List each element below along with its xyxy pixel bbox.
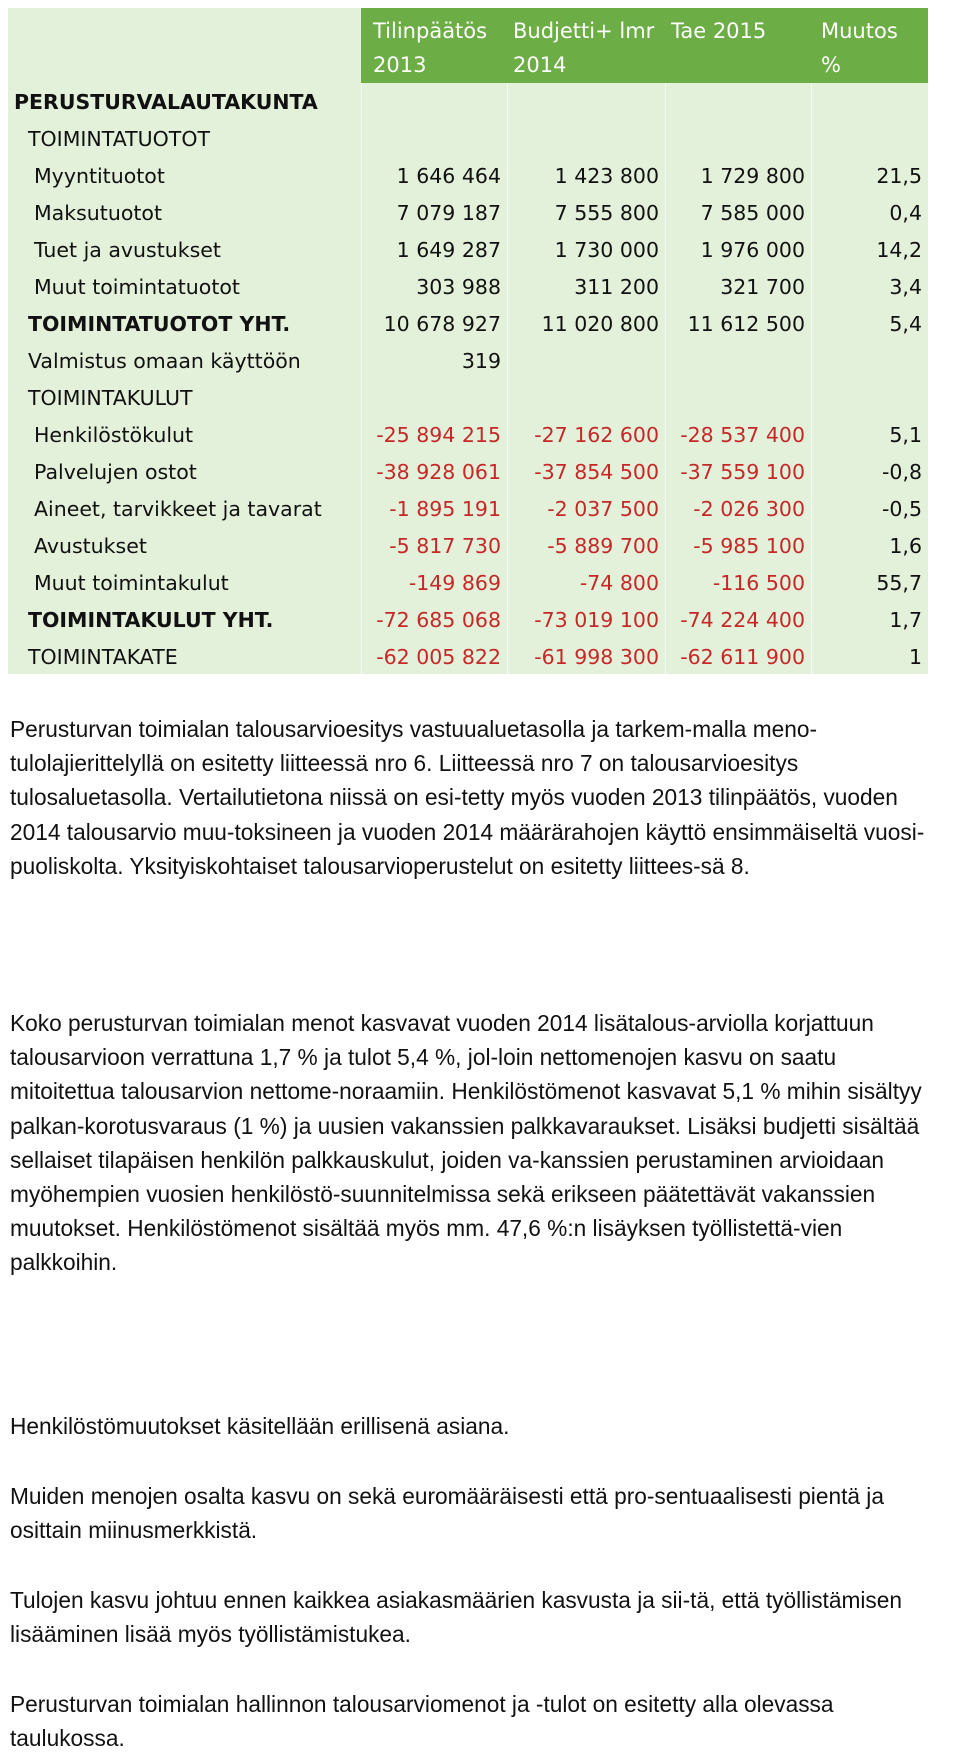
cell-value: -2 026 300 bbox=[665, 490, 811, 527]
row-label: Muut toimintakulut bbox=[34, 570, 229, 595]
cell-value: -38 928 061 bbox=[361, 453, 507, 490]
cell-value: -73 019 100 bbox=[507, 601, 665, 638]
header-muutos-percent bbox=[811, 8, 928, 83]
paragraph-admin-budget: Perusturvan toimialan hallinnon talousarviomenot ja -tulot on esitetty alla olevassa taulukossa. bbox=[10, 1691, 834, 1752]
header-budjetti-2014 bbox=[507, 8, 665, 83]
cell-value: -28 537 400 bbox=[665, 416, 811, 453]
row-label: TOIMINTATUOTOT bbox=[28, 126, 210, 151]
cell-value: 1 729 800 bbox=[665, 157, 811, 194]
cell-value: 11 612 500 bbox=[665, 305, 811, 342]
cell-value: 321 700 bbox=[665, 268, 811, 305]
cell-value: -62 611 900 bbox=[665, 638, 811, 675]
row-label: TOIMINTAKULUT YHT. bbox=[28, 607, 274, 632]
row-label: PERUSTURVALAUTAKUNTA bbox=[14, 89, 318, 114]
table-row bbox=[8, 638, 928, 675]
table-row bbox=[8, 83, 928, 120]
header-line: Budjetti+ lmr bbox=[513, 19, 655, 43]
cell-value bbox=[665, 83, 811, 120]
cell-value: 14,2 bbox=[811, 231, 928, 268]
table-row bbox=[8, 527, 928, 564]
row-label: Avustukset bbox=[34, 533, 147, 558]
cell-value bbox=[811, 83, 928, 120]
table-row bbox=[8, 379, 928, 416]
cell-value: 5,1 bbox=[811, 416, 928, 453]
cell-value: 1 649 287 bbox=[361, 231, 507, 268]
table-row bbox=[8, 453, 928, 490]
header-line: Muutos bbox=[821, 19, 898, 43]
cell-value: 1 646 464 bbox=[361, 157, 507, 194]
cell-value bbox=[507, 379, 665, 416]
cell-value bbox=[811, 120, 928, 157]
cell-value: 7 079 187 bbox=[361, 194, 507, 231]
cell-value: -37 559 100 bbox=[665, 453, 811, 490]
cell-value: 5,4 bbox=[811, 305, 928, 342]
table-row bbox=[8, 490, 928, 527]
cell-value: -72 685 068 bbox=[361, 601, 507, 638]
row-label: Palvelujen ostot bbox=[34, 459, 197, 484]
cell-value bbox=[811, 342, 928, 379]
paragraph-expenses: Koko perusturvan toimialan menot kasvavat vuoden 2014 lisätalous-arviolla korjattuun talousarvioon verrattuna 1,7 % ja tulot 5,4 %, jol-loin nettomenojen kasvu on saatu mitoitettua talousarvion nettome-noraamiin. Henkilöstömenot kasvavat 5,1 % mihin sisältyy palkan-korotusvaraus (1 %) ja uusien vakanssien palkkavaraukset. Lisäksi budjetti sisältää sellaiset tilapäisen henkilön palkkauskulut, joiden va-kanssien perustaminen arvioidaan myöhempien vuosien henkilöstö-suunnitelmissa sekä erikseen päätettävät vakanssien muutokset. Henkilöstömenot sisältää myös mm. 47,6 %:n lisäyksen työllistettä-vien palkkoihin. bbox=[10, 1010, 922, 1276]
cell-value: -74 800 bbox=[507, 564, 665, 601]
cell-value bbox=[361, 379, 507, 416]
row-label: Valmistus omaan käyttöön bbox=[28, 348, 301, 373]
paragraph-income: Tulojen kasvu johtuu ennen kaikkea asiakasmäärien kasvusta ja sii-tä, että työllistämisen lisääminen lisää myös työllistämistukea. bbox=[10, 1587, 902, 1648]
cell-value: -116 500 bbox=[665, 564, 811, 601]
cell-value: 1 423 800 bbox=[507, 157, 665, 194]
cell-value: 10 678 927 bbox=[361, 305, 507, 342]
table-row bbox=[8, 120, 928, 157]
cell-value: 11 020 800 bbox=[507, 305, 665, 342]
table-row bbox=[8, 231, 928, 268]
cell-value: 1,7 bbox=[811, 601, 928, 638]
table-row bbox=[8, 342, 928, 379]
cell-value: 7 555 800 bbox=[507, 194, 665, 231]
header-line: 2013 bbox=[373, 53, 427, 77]
cell-value: 1,6 bbox=[811, 527, 928, 564]
cell-value: -5 985 100 bbox=[665, 527, 811, 564]
cell-value bbox=[665, 342, 811, 379]
cell-value: 1 730 000 bbox=[507, 231, 665, 268]
row-label: Maksutuotot bbox=[34, 200, 162, 225]
cell-value: -0,5 bbox=[811, 490, 928, 527]
row-label: Henkilöstökulut bbox=[34, 422, 194, 447]
row-label: Muut toimintatuotot bbox=[34, 274, 240, 299]
cell-value: 21,5 bbox=[811, 157, 928, 194]
table-header-row bbox=[8, 8, 928, 83]
cell-value bbox=[361, 83, 507, 120]
table-row bbox=[8, 157, 928, 194]
header-line: Tae 2015 bbox=[671, 19, 767, 43]
cell-value: -25 894 215 bbox=[361, 416, 507, 453]
cell-value: 303 988 bbox=[361, 268, 507, 305]
row-label: TOIMINTATUOTOT YHT. bbox=[28, 311, 291, 336]
cell-value: 7 585 000 bbox=[665, 194, 811, 231]
table-row bbox=[8, 305, 928, 342]
cell-value: -1 895 191 bbox=[361, 490, 507, 527]
table-row bbox=[8, 268, 928, 305]
paragraph-other-costs: Muiden menojen osalta kasvu on sekä euromääräisesti että pro-sentuaalisesti pientä ja osittain miinusmerkkistä. bbox=[10, 1483, 884, 1544]
cell-value: 1 976 000 bbox=[665, 231, 811, 268]
cell-value: 55,7 bbox=[811, 564, 928, 601]
budget-table bbox=[8, 8, 928, 674]
header-tilinpaatos-2013 bbox=[361, 8, 507, 83]
cell-value: -61 998 300 bbox=[507, 638, 665, 675]
cell-value: -62 005 822 bbox=[361, 638, 507, 675]
cell-value: -2 037 500 bbox=[507, 490, 665, 527]
cell-value bbox=[361, 120, 507, 157]
row-label: Aineet, tarvikkeet ja tavarat bbox=[34, 496, 322, 521]
row-label: Myyntituotot bbox=[34, 163, 165, 188]
cell-value bbox=[665, 120, 811, 157]
cell-value: 319 bbox=[361, 342, 507, 379]
row-label: TOIMINTAKATE bbox=[28, 644, 178, 669]
row-label: Tuet ja avustukset bbox=[34, 237, 221, 262]
paragraph-intro: Perusturvan toimialan talousarvioesitys vastuualuetasolla ja tarkem-malla meno-tulolajierittelyllä on esitetty liitteessä nro 6. Liitteessä nro 7 on talousarvioesitys tulosaluetasolla. Vertailutietona niissä on esi-tetty myös vuoden 2013 tilinpäätös, vuoden 2014 talousarvio muu-toksineen ja vuoden 2014 määrärahojen käyttö ensimmäiseltä vuosi-puoliskolta. Yksityiskohtaiset talousarvioperustelut on esitetty liittees-sä 8. bbox=[10, 716, 925, 879]
cell-value: -27 162 600 bbox=[507, 416, 665, 453]
cell-value: 1 bbox=[811, 638, 928, 675]
header-line: % bbox=[821, 53, 841, 77]
cell-value: -5 889 700 bbox=[507, 527, 665, 564]
header-line: Tilinpäätös bbox=[373, 19, 488, 43]
paragraph-staff-changes: Henkilöstömuutokset käsitellään erillisenä asiana. bbox=[10, 1413, 510, 1439]
cell-value: -5 817 730 bbox=[361, 527, 507, 564]
cell-value: -74 224 400 bbox=[665, 601, 811, 638]
cell-value: -0,8 bbox=[811, 453, 928, 490]
cell-value bbox=[507, 120, 665, 157]
cell-value bbox=[811, 379, 928, 416]
table-row bbox=[8, 601, 928, 638]
cell-value: -149 869 bbox=[361, 564, 507, 601]
table-row bbox=[8, 564, 928, 601]
header-tae-2015 bbox=[665, 8, 811, 83]
row-label: TOIMINTAKULUT bbox=[28, 385, 193, 410]
table-row bbox=[8, 416, 928, 453]
cell-value bbox=[507, 342, 665, 379]
header-line: 2014 bbox=[513, 53, 567, 77]
cell-value: 3,4 bbox=[811, 268, 928, 305]
cell-value bbox=[507, 83, 665, 120]
cell-value: 311 200 bbox=[507, 268, 665, 305]
table-row bbox=[8, 194, 928, 231]
cell-value: -37 854 500 bbox=[507, 453, 665, 490]
cell-value bbox=[665, 379, 811, 416]
cell-value: 0,4 bbox=[811, 194, 928, 231]
